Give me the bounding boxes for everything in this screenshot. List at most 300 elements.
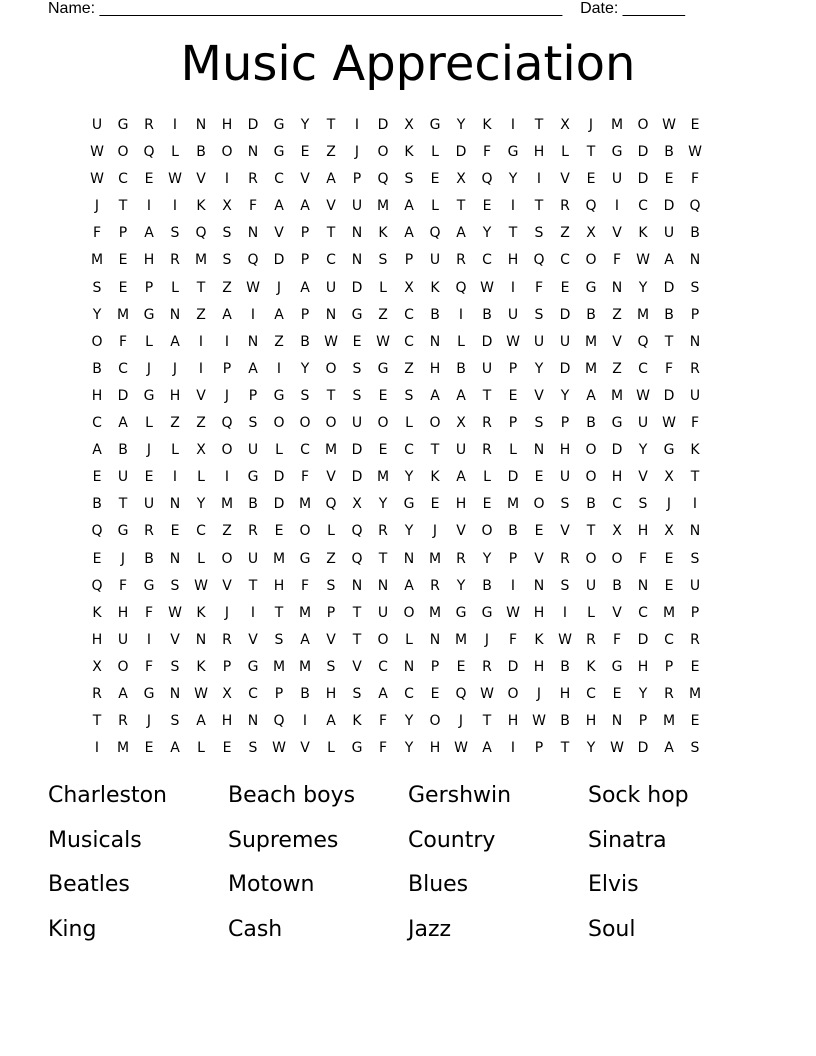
grid-letter: E xyxy=(690,117,700,133)
grid-letter: I xyxy=(510,279,516,296)
grid-letter: N xyxy=(325,306,337,323)
grid-letter: T xyxy=(534,117,544,133)
grid-letter: J xyxy=(276,279,282,296)
grid-letter: K xyxy=(196,198,206,215)
grid-letter: D xyxy=(637,631,649,648)
grid-letter: F xyxy=(482,144,492,161)
grid-letter: H xyxy=(533,144,545,161)
grid-letter: A xyxy=(300,198,310,215)
grid-letter: E xyxy=(560,279,570,296)
grid-letter: M xyxy=(324,442,338,459)
grid-letter: E xyxy=(144,740,154,757)
grid-letter: Q xyxy=(351,550,363,567)
grid-letter: W xyxy=(610,740,624,757)
grid-letter: P xyxy=(144,279,154,296)
grid-letter: H xyxy=(221,713,233,730)
grid-letter: B xyxy=(612,577,622,594)
grid-letter: Y xyxy=(638,685,648,702)
grid-letter: V xyxy=(326,198,336,215)
word-list-item: Jazz xyxy=(408,916,452,942)
grid-letter: E xyxy=(456,658,466,675)
grid-letter: P xyxy=(430,658,440,675)
grid-letter: G xyxy=(143,306,155,323)
grid-letter: E xyxy=(378,387,388,404)
word-list-item: Sock hop xyxy=(588,783,689,808)
grid-letter: D xyxy=(663,198,675,215)
grid-letter: M xyxy=(662,604,676,621)
grid-letter: U xyxy=(533,333,545,350)
grid-letter: F xyxy=(378,713,388,730)
grid-letter: T xyxy=(326,117,336,133)
grid-letter: A xyxy=(456,225,466,242)
grid-letter: Q xyxy=(377,171,389,188)
grid-letter: I xyxy=(510,740,516,757)
grid-letter: N xyxy=(429,631,441,648)
grid-letter: S xyxy=(170,658,180,675)
grid-letter: L xyxy=(457,333,465,350)
grid-letter: D xyxy=(637,740,649,757)
grid-letter: C xyxy=(404,685,414,702)
grid-letter: W xyxy=(454,740,468,757)
grid-letter: E xyxy=(664,577,674,594)
grid-letter: S xyxy=(248,415,258,432)
grid-letter: N xyxy=(195,117,207,133)
grid-letter: E xyxy=(664,550,674,567)
grid-letter: J xyxy=(354,144,360,161)
grid-letter: P xyxy=(404,252,414,269)
grid-letter: D xyxy=(247,117,259,133)
grid-letter: E xyxy=(534,523,544,540)
grid-letter: U xyxy=(117,469,129,486)
grid-letter: E xyxy=(222,740,232,757)
grid-letter: S xyxy=(638,496,648,513)
grid-letter: A xyxy=(664,740,674,757)
grid-letter: Y xyxy=(456,577,466,594)
grid-letter: L xyxy=(197,740,205,757)
grid-letter: A xyxy=(118,685,128,702)
grid-letter: C xyxy=(560,252,570,269)
grid-letter: K xyxy=(430,469,440,486)
grid-letter: O xyxy=(299,415,311,432)
grid-letter: Z xyxy=(560,225,570,242)
grid-letter: Q xyxy=(455,685,467,702)
grid-letter: W xyxy=(194,577,208,594)
grid-letter: K xyxy=(352,713,362,730)
grid-letter: O xyxy=(481,523,493,540)
grid-letter: K xyxy=(534,631,544,648)
grid-letter: A xyxy=(144,225,154,242)
word-list-item: Elvis xyxy=(588,872,639,897)
grid-letter: G xyxy=(117,117,129,133)
grid-letter: Y xyxy=(638,442,648,459)
grid-letter: M xyxy=(428,550,442,567)
grid-letter: U xyxy=(117,631,129,648)
grid-letter: X xyxy=(404,279,414,296)
grid-letter: V xyxy=(638,469,648,486)
grid-letter: R xyxy=(482,442,492,459)
grid-letter: Z xyxy=(196,415,206,432)
grid-letter: G xyxy=(117,523,129,540)
grid-letter: X xyxy=(456,171,466,188)
grid-letter: G xyxy=(273,387,285,404)
grid-letter: L xyxy=(171,279,179,296)
grid-letter: M xyxy=(194,252,208,269)
grid-letter: Q xyxy=(351,523,363,540)
grid-letter: N xyxy=(689,523,701,540)
grid-letter: F xyxy=(92,225,102,242)
grid-letter: I xyxy=(510,117,516,133)
grid-letter: M xyxy=(116,740,130,757)
grid-letter: F xyxy=(378,740,388,757)
grid-letter: L xyxy=(275,442,283,459)
grid-letter: V xyxy=(326,631,336,648)
word-list-item: Charleston xyxy=(48,783,167,808)
grid-letter: A xyxy=(378,685,388,702)
grid-letter: T xyxy=(378,550,388,567)
grid-letter: U xyxy=(663,225,675,242)
grid-letter: S xyxy=(560,577,570,594)
grid-letter: S xyxy=(378,252,388,269)
grid-letter: R xyxy=(430,577,440,594)
grid-letter: N xyxy=(689,333,701,350)
grid-letter: E xyxy=(144,171,154,188)
grid-letter: P xyxy=(664,658,674,675)
grid-letter: W xyxy=(662,117,676,133)
grid-letter: I xyxy=(354,117,360,133)
grid-letter: X xyxy=(222,198,232,215)
grid-letter: I xyxy=(536,171,542,188)
grid-letter: W xyxy=(636,387,650,404)
grid-letter: M xyxy=(662,713,676,730)
grid-letter: N xyxy=(611,713,623,730)
grid-letter: X xyxy=(664,469,674,486)
grid-letter: A xyxy=(300,279,310,296)
grid-letter: C xyxy=(92,415,102,432)
grid-letter: K xyxy=(638,225,648,242)
grid-letter: S xyxy=(690,550,700,567)
grid-letter: B xyxy=(664,306,674,323)
grid-letter: T xyxy=(586,144,596,161)
grid-letter: Y xyxy=(196,496,206,513)
grid-letter: S xyxy=(534,225,544,242)
grid-letter: W xyxy=(688,144,702,161)
grid-letter: Q xyxy=(533,252,545,269)
grid-letter: D xyxy=(663,387,675,404)
grid-letter: B xyxy=(456,360,466,377)
grid-letter: X xyxy=(586,225,596,242)
grid-letter: C xyxy=(638,360,648,377)
word-search-grid xyxy=(84,112,708,762)
grid-letter: R xyxy=(378,523,388,540)
grid-letter: B xyxy=(586,306,596,323)
grid-letter: D xyxy=(273,252,285,269)
grid-letter: G xyxy=(143,577,155,594)
grid-letter: P xyxy=(560,415,570,432)
grid-letter: E xyxy=(118,252,128,269)
grid-letter: F xyxy=(690,415,700,432)
grid-letter: U xyxy=(585,577,597,594)
grid-letter: E xyxy=(482,496,492,513)
grid-letter: Y xyxy=(534,360,544,377)
grid-letter: A xyxy=(326,713,336,730)
grid-letter: D xyxy=(611,442,623,459)
grid-letter: X xyxy=(92,658,102,675)
grid-letter: T xyxy=(534,198,544,215)
grid-letter: M xyxy=(584,360,598,377)
grid-letter: P xyxy=(300,306,310,323)
grid-letter: A xyxy=(92,442,102,459)
grid-letter: M xyxy=(376,198,390,215)
grid-letter: R xyxy=(170,252,180,269)
grid-letter: W xyxy=(506,604,520,621)
grid-letter: A xyxy=(586,387,596,404)
grid-letter: T xyxy=(118,496,128,513)
grid-letter: J xyxy=(588,117,594,133)
grid-letter: S xyxy=(560,496,570,513)
grid-letter: T xyxy=(456,198,466,215)
grid-letter: W xyxy=(194,685,208,702)
grid-letter: Y xyxy=(638,279,648,296)
grid-letter: V xyxy=(300,171,310,188)
grid-letter: K xyxy=(378,225,388,242)
grid-letter: N xyxy=(351,577,363,594)
grid-letter: U xyxy=(481,360,493,377)
grid-letter: M xyxy=(90,252,104,269)
grid-letter: B xyxy=(482,306,492,323)
grid-letter: Z xyxy=(170,415,180,432)
grid-letter: C xyxy=(638,198,648,215)
grid-letter: L xyxy=(405,415,413,432)
grid-letter: U xyxy=(91,117,103,133)
grid-letter: G xyxy=(455,604,467,621)
grid-letter: G xyxy=(585,279,597,296)
grid-letter: E xyxy=(586,171,596,188)
grid-letter: N xyxy=(169,496,181,513)
grid-letter: Y xyxy=(508,171,518,188)
grid-letter: H xyxy=(455,496,467,513)
grid-letter: D xyxy=(637,171,649,188)
grid-letter: D xyxy=(351,469,363,486)
grid-letter: H xyxy=(429,360,441,377)
grid-letter: E xyxy=(274,523,284,540)
grid-letter: X xyxy=(456,415,466,432)
grid-letter: R xyxy=(144,523,154,540)
grid-letter: C xyxy=(664,631,674,648)
grid-letter: Q xyxy=(247,252,259,269)
grid-letter: N xyxy=(247,713,259,730)
grid-letter: Y xyxy=(404,469,414,486)
grid-letter: G xyxy=(663,442,675,459)
word-list-item: Beach boys xyxy=(228,783,356,808)
grid-letter: O xyxy=(429,713,441,730)
grid-letter: H xyxy=(325,685,337,702)
grid-letter: E xyxy=(430,496,440,513)
grid-letter: T xyxy=(196,279,206,296)
grid-letter: F xyxy=(300,577,310,594)
grid-letter: S xyxy=(534,306,544,323)
grid-letter: V xyxy=(300,740,310,757)
grid-letter: N xyxy=(533,577,545,594)
grid-letter: O xyxy=(403,604,415,621)
grid-letter: S xyxy=(352,360,362,377)
grid-letter: A xyxy=(456,469,466,486)
grid-letter: T xyxy=(664,333,674,350)
grid-letter: S xyxy=(326,577,336,594)
grid-letter: M xyxy=(298,496,312,513)
grid-letter: M xyxy=(272,550,286,567)
grid-letter: I xyxy=(276,360,282,377)
grid-letter: H xyxy=(637,658,649,675)
grid-letter: N xyxy=(429,333,441,350)
grid-letter: O xyxy=(91,333,103,350)
grid-letter: C xyxy=(248,685,258,702)
grid-letter: T xyxy=(326,387,336,404)
grid-letter: X xyxy=(664,523,674,540)
grid-letter: Z xyxy=(612,360,622,377)
grid-letter: T xyxy=(248,577,258,594)
grid-letter: N xyxy=(637,577,649,594)
grid-letter: A xyxy=(404,577,414,594)
grid-letter: N xyxy=(169,550,181,567)
word-list-item: Supremes xyxy=(228,827,339,853)
grid-letter: G xyxy=(247,469,259,486)
grid-letter: E xyxy=(612,685,622,702)
grid-letter: K xyxy=(92,604,102,621)
grid-letter: S xyxy=(326,658,336,675)
grid-letter: Y xyxy=(482,550,492,567)
grid-letter: G xyxy=(273,144,285,161)
grid-letter: L xyxy=(145,415,153,432)
grid-letter: D xyxy=(507,658,519,675)
grid-letter: R xyxy=(560,550,570,567)
grid-letter: F xyxy=(638,550,648,567)
grid-letter: P xyxy=(352,171,362,188)
grid-letter: M xyxy=(610,117,624,133)
grid-letter: R xyxy=(456,550,466,567)
grid-letter: A xyxy=(196,713,206,730)
grid-letter: W xyxy=(90,171,104,188)
word-list xyxy=(48,776,768,954)
grid-letter: F xyxy=(144,658,154,675)
grid-letter: K xyxy=(690,442,700,459)
grid-letter: P xyxy=(326,604,336,621)
grid-letter: Z xyxy=(326,550,336,567)
grid-letter: O xyxy=(585,252,597,269)
grid-letter: R xyxy=(560,198,570,215)
grid-letter: S xyxy=(690,279,700,296)
grid-letter: V xyxy=(560,171,570,188)
grid-letter: A xyxy=(404,198,414,215)
grid-letter: D xyxy=(455,144,467,161)
grid-letter: U xyxy=(247,442,259,459)
grid-letter: U xyxy=(351,198,363,215)
grid-letter: N xyxy=(247,333,259,350)
grid-letter: B xyxy=(92,496,102,513)
grid-letter: S xyxy=(170,713,180,730)
grid-letter: Q xyxy=(91,523,103,540)
grid-letter: D xyxy=(663,279,675,296)
grid-letter: L xyxy=(197,469,205,486)
grid-letter: J xyxy=(224,604,230,621)
grid-letter: M xyxy=(636,306,650,323)
grid-letter: V xyxy=(612,333,622,350)
grid-letter: L xyxy=(145,333,153,350)
word-list-item: Soul xyxy=(588,916,636,942)
grid-letter: I xyxy=(562,604,568,621)
grid-letter: P xyxy=(118,225,128,242)
grid-letter: Y xyxy=(404,740,414,757)
grid-letter: V xyxy=(274,225,284,242)
grid-letter: V xyxy=(196,171,206,188)
grid-letter: L xyxy=(171,144,179,161)
grid-letter: I xyxy=(224,333,230,350)
word-list-item: Gershwin xyxy=(408,783,512,808)
grid-letter: B xyxy=(482,577,492,594)
grid-letter: R xyxy=(482,415,492,432)
grid-letter: V xyxy=(534,550,544,567)
grid-letter: B xyxy=(586,496,596,513)
grid-letter: J xyxy=(146,713,152,730)
grid-letter: K xyxy=(430,279,440,296)
name-date-line: Name: ____________________________________________________ Date: _______ xyxy=(48,0,686,17)
grid-letter: C xyxy=(638,604,648,621)
grid-letter: Y xyxy=(456,117,466,133)
grid-letter: D xyxy=(273,469,285,486)
grid-letter: F xyxy=(612,252,622,269)
grid-letter: E xyxy=(664,171,674,188)
grid-letter: L xyxy=(405,631,413,648)
grid-letter: E xyxy=(300,144,310,161)
grid-letter: W xyxy=(662,415,676,432)
grid-letter: Y xyxy=(92,306,102,323)
grid-letter: J xyxy=(146,442,152,459)
grid-letter: V xyxy=(326,469,336,486)
grid-letter: U xyxy=(143,496,155,513)
grid-letter: M xyxy=(610,387,624,404)
grid-letter: H xyxy=(507,713,519,730)
grid-letter: M xyxy=(454,631,468,648)
grid-letter: U xyxy=(559,333,571,350)
grid-letter: U xyxy=(611,171,623,188)
grid-letter: V xyxy=(560,523,570,540)
grid-letter: C xyxy=(404,306,414,323)
grid-letter: N xyxy=(377,577,389,594)
grid-letter: S xyxy=(690,740,700,757)
grid-letter: Z xyxy=(612,306,622,323)
grid-letter: Z xyxy=(196,306,206,323)
grid-letter: B xyxy=(118,442,128,459)
word-list-item: Beatles xyxy=(48,872,130,897)
grid-letter: O xyxy=(325,360,337,377)
grid-letter: V xyxy=(534,387,544,404)
grid-letter: L xyxy=(509,442,517,459)
grid-letter: H xyxy=(585,713,597,730)
word-list-item: Sinatra xyxy=(588,827,667,853)
grid-letter: H xyxy=(143,252,155,269)
grid-letter: J xyxy=(666,496,672,513)
grid-letter: H xyxy=(637,523,649,540)
grid-letter: X xyxy=(222,685,232,702)
grid-letter: N xyxy=(533,442,545,459)
grid-letter: T xyxy=(482,387,492,404)
grid-letter: C xyxy=(300,442,310,459)
grid-letter: T xyxy=(560,740,570,757)
grid-letter: W xyxy=(324,333,338,350)
grid-letter: C xyxy=(118,360,128,377)
grid-letter: F xyxy=(118,333,128,350)
grid-letter: P xyxy=(690,306,700,323)
grid-letter: S xyxy=(274,631,284,648)
